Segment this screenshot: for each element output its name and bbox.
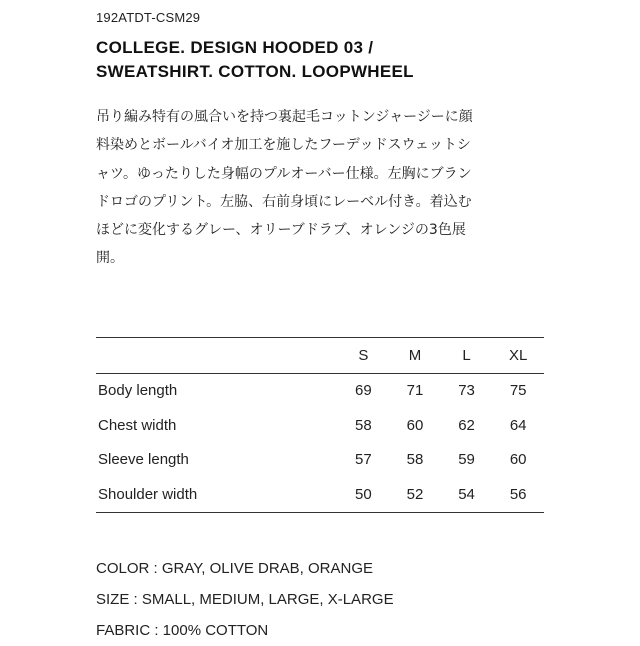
measurement-label: Chest width [98,416,177,434]
measurement-value: 71 [406,382,424,400]
measurement-label: Shoulder width [98,485,198,503]
size-chart-header-row [96,338,544,374]
measurement-value: 62 [458,416,475,434]
measurement-value: 69 [355,382,372,400]
measurement-value: 54 [458,485,475,503]
description-line: 開。 [96,250,124,267]
description-line: ドロゴのプリント。左脇、右前身頃にレーベル付き。着込む [96,193,472,210]
measurement-value: 60 [406,416,424,434]
size-header-m: M [408,346,422,364]
measurement-label: Sleeve length [98,451,189,469]
measurement-value: 73 [458,382,475,400]
table-row [96,443,544,478]
measurement-value: 52 [406,485,424,503]
product-title-line-1: COLLEGE. DESIGN HOODED 03 / [96,38,374,57]
spec-color: COLOR : GRAY, OLIVE DRAB, ORANGE [96,560,374,577]
product-description [96,103,546,273]
description-line: ほどに変化するグレー、オリーブドラブ、オレンジの3色展 [96,222,466,239]
measurement-value: 50 [355,485,372,503]
measurement-value: 58 [355,416,372,434]
table-row [96,373,544,408]
description-line: ャツ。ゆったりした身幅のプルオーバー仕様。左胸にブラン [96,165,472,182]
description-line: 吊り編み特有の風合いを持つ裏起毛コットンジャージーに顔 [96,109,473,125]
table-row [96,477,544,512]
product-title [96,36,556,84]
measurement-label: Body length [98,382,178,400]
measurement-value: 75 [509,382,527,400]
measurement-value: 58 [406,451,424,469]
product-specs [96,553,394,646]
measurement-value: 59 [458,451,475,469]
description-line: 料染めとボールバイオ加工を施したフーデッドスウェットシ [96,137,471,154]
size-chart-table [96,337,544,513]
spec-fabric: FABRIC : 100% COTTON [96,622,269,639]
table-row [96,408,544,443]
size-header-l: L [462,346,471,364]
product-title-line-2: SWEATSHIRT. COTTON. LOOPWHEEL [96,62,414,81]
size-chart-header-blank [96,338,338,374]
product-sku: 192ATDT-CSM29 [96,10,201,25]
measurement-value: 60 [509,451,527,469]
measurement-value: 56 [509,485,527,503]
size-header-xl: XL [509,346,528,364]
measurement-value: 57 [355,451,372,469]
measurement-value: 64 [509,416,527,434]
spec-size: SIZE : SMALL, MEDIUM, LARGE, X-LARGE [96,591,394,608]
size-header-s: S [358,346,369,364]
